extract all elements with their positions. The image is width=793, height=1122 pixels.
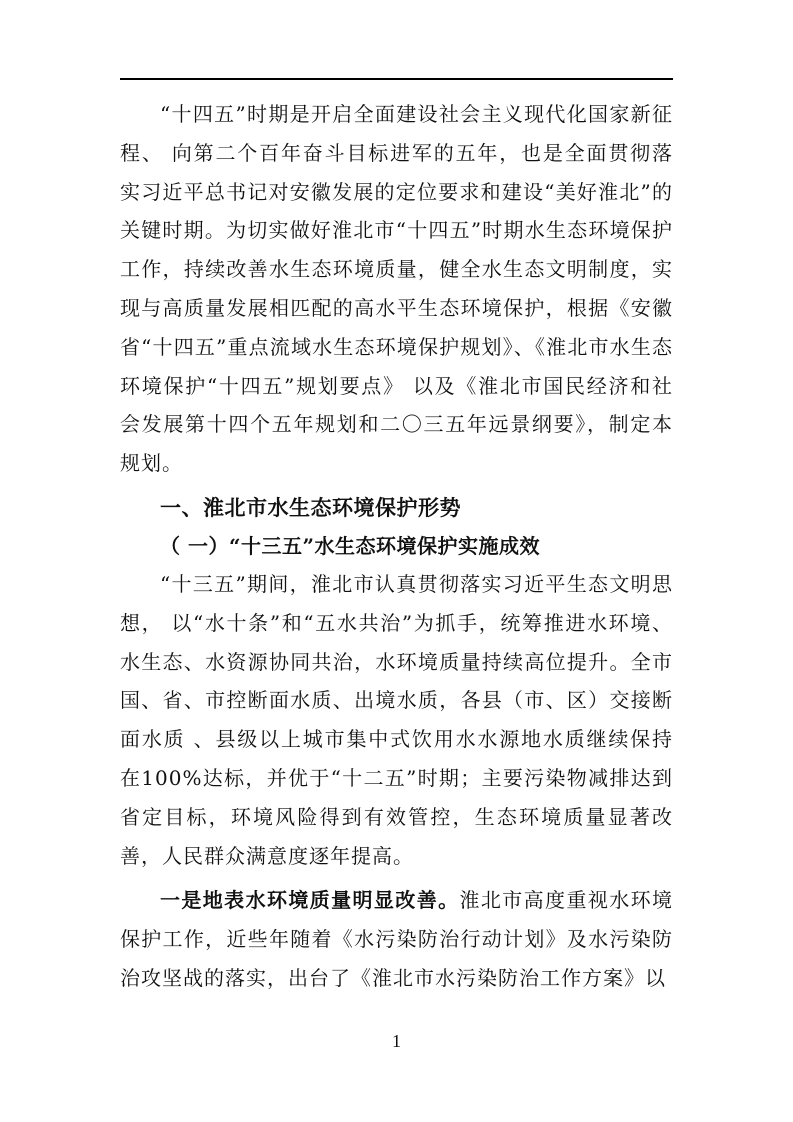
header-rule	[120, 78, 673, 80]
document-body	[120, 95, 673, 998]
point-paragraph	[120, 881, 673, 997]
point-lead: 一是地表水环境质量明显改善。	[160, 888, 460, 913]
subsection-paragraph: “十三五”期间，淮北市认真贯彻落实习近平生态文明思想， 以“水十条”和“五水共治”为抓手，统筹推进水环境、水生态、水资源协同共治，水环境质量持续高位提升。全市国、省、市控断面水质、出境水质，各县（市、区）交接断面水质 、县级以上城市集中式饮用水水源地水质继续保持在100%达标，并优于“十二五”时期；主要污染物减排达到省定目标，环境风险得到有效管控，生态环境质量显著改善，人民群众满意度逐年提高。	[120, 571, 673, 868]
section-heading: 一、淮北市水生态环境保护形势	[160, 495, 461, 520]
intro-paragraph: “十四五”时期是开启全面建设社会主义现代化国家新征程、 向第二个百年奋斗目标进军的五年，也是全面贯彻落实习近平总书记对安徽发展的定位要求和建设“美好淮北”的关键时期。为切实做好淮北市“十四五”时期水生态环境保护工作，持续改善水生态环境质量，健全水生态文明制度，实现与高质量发展相匹配的高水平生态环境保护，根据《安徽省“十四五”重点流域水生态环境保护规划》、《淮北市水生态环境保护“十四五”规划要点》 以及《淮北市国民经济和社会发展第十四个五年规划和二〇三五年远景纲要》，制定本规划。	[120, 102, 673, 476]
subsection-heading: （ 一）“十三五”水生态环境保护实施成效	[160, 533, 540, 558]
page-number: 1	[392, 1031, 401, 1051]
point-text: 淮北市高度重视水环境保护工作，近些年随着《水污染防治行动计划》及水污染防治攻坚战的落实，出台了《淮北市水污染防治工作方案》以	[120, 888, 674, 990]
